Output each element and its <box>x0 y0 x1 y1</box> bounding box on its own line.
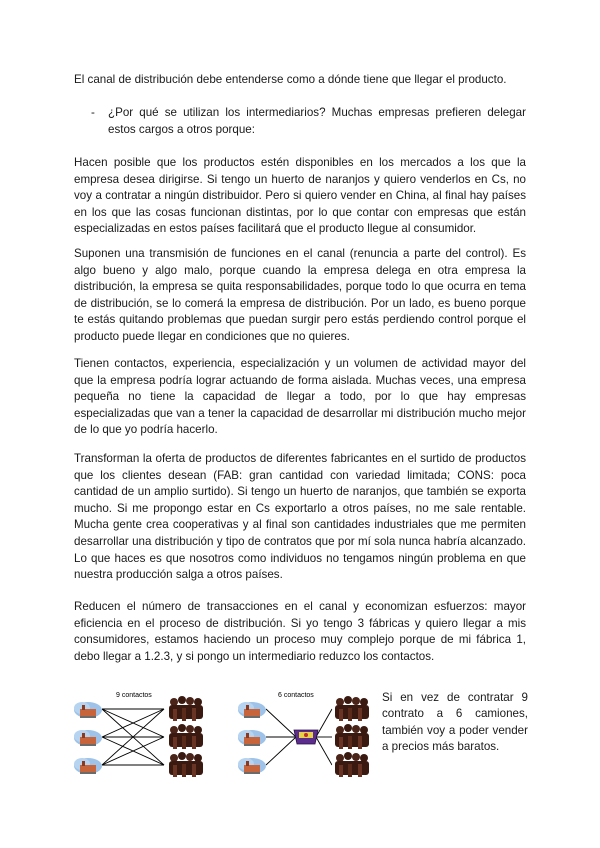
side-note: Si en vez de contratar 9 contrato a 6 camiones, también voy a poder vender a precios más baratos. <box>382 690 528 754</box>
intermediary-label: 6 contactos <box>278 692 314 699</box>
paragraph-transactions: Reducen el número de transacciones en el canal y economizan esfuerzos: mayor eficiencia en el proceso de distribución. Si yo tengo 3 fábricas y quiero llegar a mis consumidores, estamos haciendo un proceso muy complejo porque de mi fábrica 1, debo llegar a 1.2.3, y si pongo un intermediario reduzco los contactos. <box>74 600 526 663</box>
intermediary-hub-icon <box>294 730 318 744</box>
intro-paragraph: El canal de distribución debe entenderse como a dónde tiene que llegar el producto. <box>74 73 507 86</box>
bullet-marker: - <box>91 106 95 119</box>
paragraph-functions: Suponen una transmisión de funciones en el canal (renuncia a parte del control). Es algo bueno y algo malo, porque cuando la empresa delega en otra empresa la distribución, la empresa se quita responsabilidades, porque todo lo que ocurra en tema de distribución, se lo comerá la empresa de distribución. Por un lado, es bueno porque te estás quitando problemas que puedan surgir pero estás perdiendo control porque el producto puede llegar en condiciones que no quieres. <box>74 247 526 343</box>
direct-label: 9 contactos <box>116 692 152 699</box>
diagram-intermediary-channel <box>236 684 378 784</box>
paragraph-availability: Hacen posible que los productos estén disponibles en los mercados a los que la empresa desea dirigirse. Si tengo un huerto de naranjos y quiero venderlos en Cs, no voy a contratar a ningún distribuidor. Pero si quiero vender en China, al final hay países en los que las cosas funcionan distintas, por lo que contar con empresas que están especializadas en estos países facilitará que el producto llegue al consumidor. <box>74 156 526 236</box>
diagram-direct-channel <box>72 684 212 784</box>
bullet-text: ¿Por qué se utilizan los intermediarios? Muchas empresas prefieren delegar estos cargos a otros porque: <box>108 106 526 136</box>
paragraph-contacts: Tienen contactos, experiencia, especialización y un volumen de actividad mayor del que la empresa podría lograr actuando de forma aislada. Muchas veces, una empresa pequeña no tiene la capacidad de llegar a todo, por lo que hay empresas especializadas que van a tener la capacidad de desarrollar mi distribución mucho mejor de lo que yo podría hacerlo. <box>74 357 526 437</box>
paragraph-assortment: Transforman la oferta de productos de diferentes fabricantes en el surtido de productos que los clientes desean (FAB: gran cantidad con variedad limitada; CONS: poca cantidad de un amplio surtido). Si tengo un huerto de naranjos, que también se exporta mucho. Si me propongo estar en Cs exportarlo a otros países, no me sale rentable. Mucha gente crea cooperativas y al final son cantidades industriales que me permiten desarrollar una distribución y tipo de contratos que por mí sola nunca habría alcanzado. Lo que haces es que nosotros como individuos no tengamos ningún problema en que nuestra producción salga a otros países. <box>74 452 526 582</box>
